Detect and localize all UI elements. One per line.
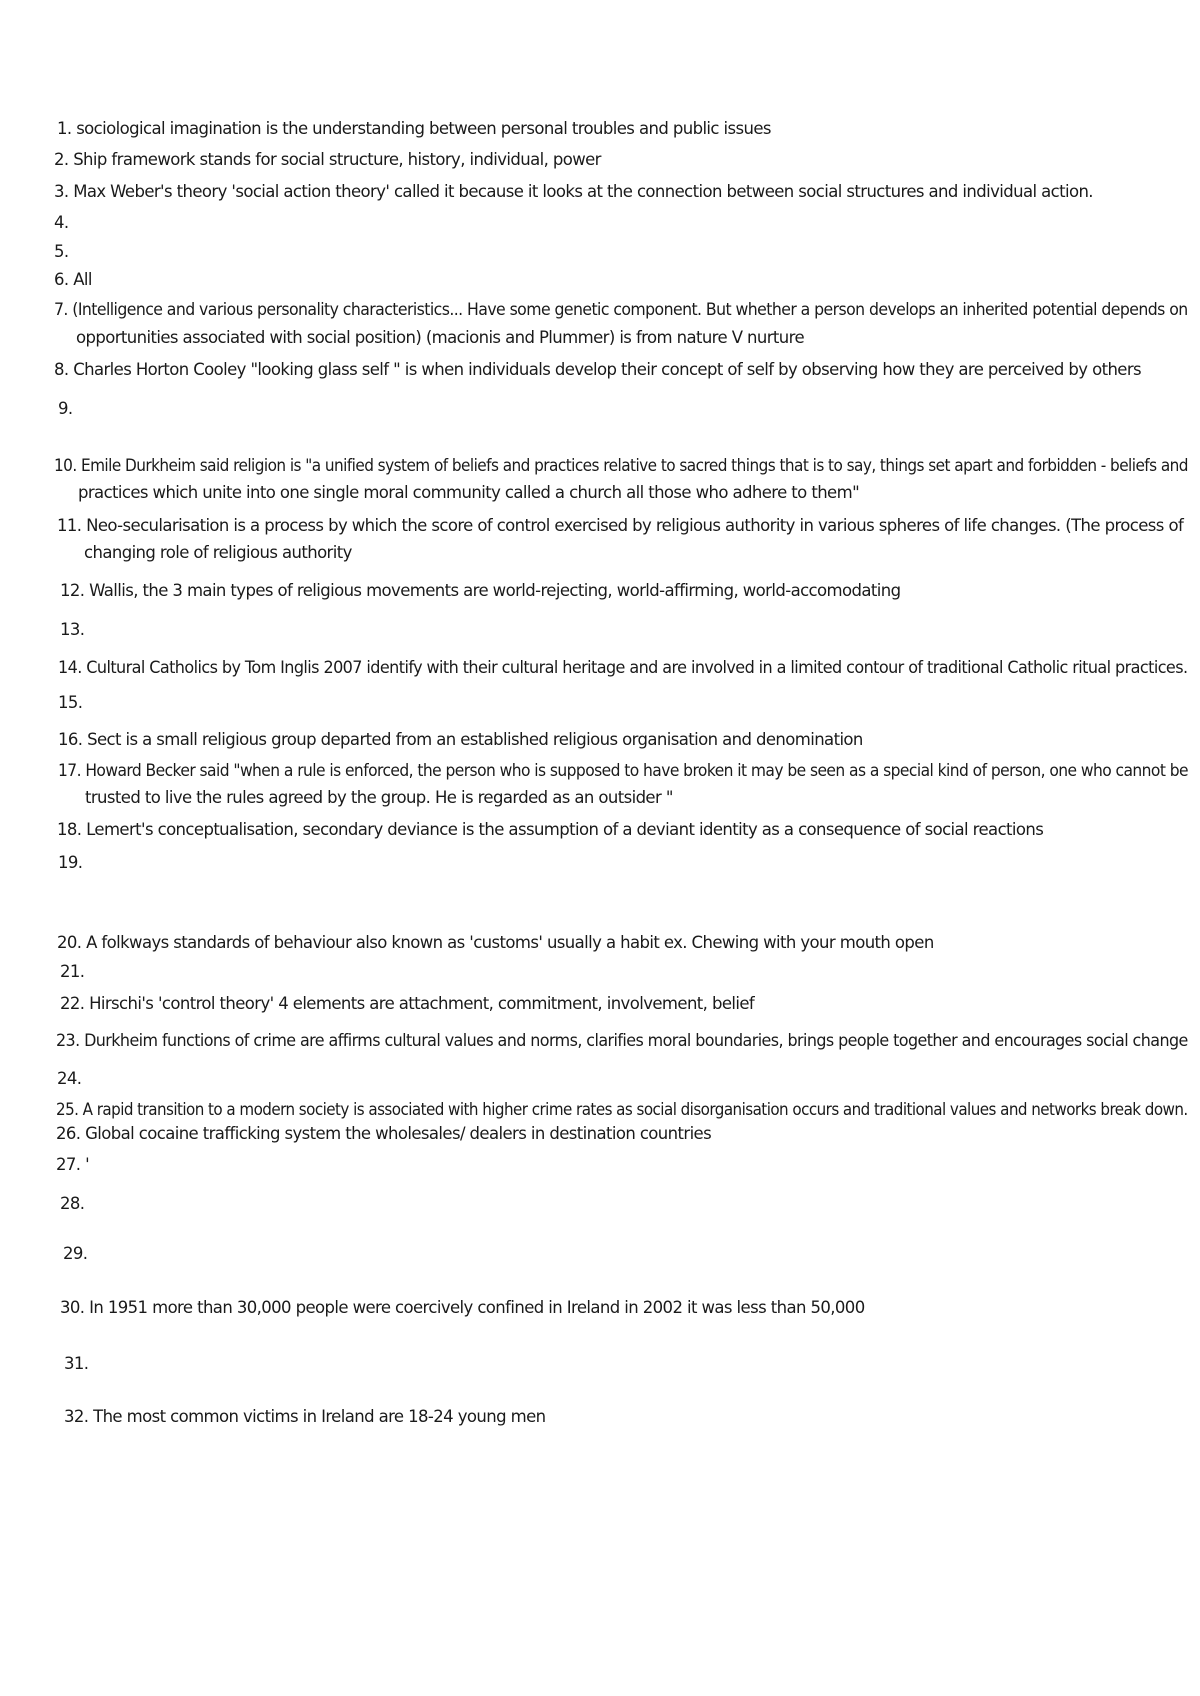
answer-31: 31. [64,1354,89,1373]
answer-23: 23. Durkheim functions of crime are affirms cultural values and norms, clarifies moral boundaries, brings people together and encourages social change [56,1031,1188,1050]
answer-26: 26. Global cocaine trafficking system the wholesales/ dealers in destination countries [56,1124,712,1143]
answer-21: 21. [60,962,85,981]
answer-7-continued: opportunities associated with social position) (macionis and Plummer) is from nature V nurture [76,328,805,347]
answer-11: 11. Neo-secularisation is a process by which the score of control exercised by religious authority in various spheres of life changes. (The process of [57,516,1184,535]
answer-3: 3. Max Weber's theory 'social action theory' called it because it looks at the connection between social structures and individual action. [54,182,1093,201]
answer-4: 4. [54,213,69,232]
answer-24: 24. [57,1069,82,1088]
answer-32: 32. The most common victims in Ireland are 18-24 young men [64,1407,546,1426]
answer-10: 10. Emile Durkheim said religion is "a unified system of beliefs and practices relative to sacred things that is to say, things set apart and forbidden - beliefs and [54,456,1188,475]
answer-15: 15. [58,693,83,712]
answer-8: 8. Charles Horton Cooley "looking glass self " is when individuals develop their concept of self by observing how they are perceived by others [54,360,1142,379]
answer-22: 22. Hirschi's 'control theory' 4 elements are attachment, commitment, involvement, belief [60,994,755,1013]
answer-14: 14. Cultural Catholics by Tom Inglis 2007 identify with their cultural heritage and are involved in a limited contour of traditional Catholic ritual practices. [58,658,1188,677]
answer-11-continued: changing role of religious authority [84,543,352,562]
answer-12: 12. Wallis, the 3 main types of religious movements are world-rejecting, world-affirming, world-accomodating [60,581,901,600]
answer-17-continued: trusted to live the rules agreed by the group. He is regarded as an outsider " [85,788,673,807]
answer-6: 6. All [54,270,92,289]
answer-30: 30. In 1951 more than 30,000 people were coercively confined in Ireland in 2002 it was less than 50,000 [60,1298,865,1317]
answer-1: 1. sociological imagination is the understanding between personal troubles and public issues [57,119,771,138]
answer-17: 17. Howard Becker said "when a rule is enforced, the person who is supposed to have broken it may be seen as a special kind of person, one who cannot be [58,761,1188,780]
answer-10-continued: practices which unite into one single moral community called a church all those who adhere to them" [78,483,860,502]
answer-25: 25. A rapid transition to a modern society is associated with higher crime rates as social disorganisation occurs and traditional values and networks break down. [56,1100,1188,1119]
answer-13: 13. [60,620,85,639]
answer-19: 19. [58,853,83,872]
answer-5: 5. [54,242,69,261]
answer-7: 7. (Intelligence and various personality characteristics... Have some genetic component. But whether a person develops an inherited potential depends on [54,300,1188,319]
answer-9: 9. [58,399,73,418]
answer-18: 18. Lemert's conceptualisation, secondary deviance is the assumption of a deviant identity as a consequence of social reactions [57,820,1044,839]
answer-20: 20. A folkways standards of behaviour also known as 'customs' usually a habit ex. Chewing with your mouth open [57,933,934,952]
answer-28: 28. [60,1194,85,1213]
answer-29: 29. [63,1244,88,1263]
answer-16: 16. Sect is a small religious group departed from an established religious organisation and denomination [58,730,863,749]
answer-27: 27. ' [56,1155,90,1174]
answer-2: 2. Ship framework stands for social structure, history, individual, power [54,150,601,169]
